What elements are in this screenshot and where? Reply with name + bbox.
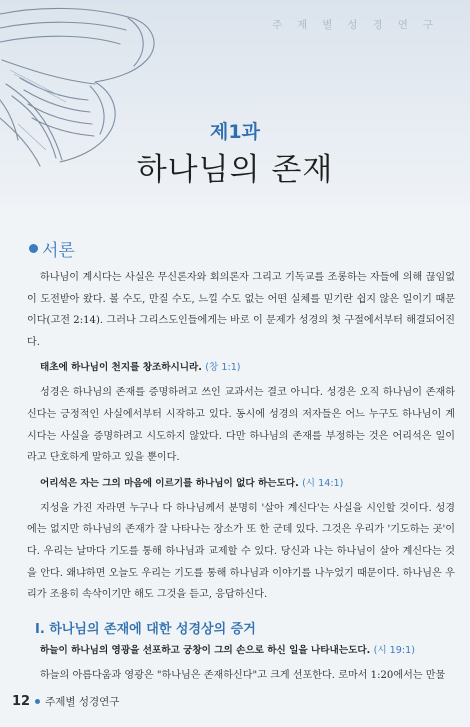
intro-paragraph-2: 성경은 하나님의 존재를 증명하려고 쓰인 교과서는 결코 아니다. 성경은 오직 하나님이 존재하신다는 긍정적인 사실에서부터 시작하고 있다. 동시에 성경의 저자들은 어느 누구도 하나님이 계시다는 사실을 증명하려고 시도하지 않았다. 다만 하나님의 존재를 부정하는 것은 어리석은 일이라고 단호하게 말하고 있을 뿐이다. bbox=[27, 387, 455, 464]
verse-reference: (창 1:1) bbox=[205, 362, 241, 374]
verse-quote-2 bbox=[27, 473, 455, 494]
verse-text: 어리석은 자는 그의 마음에 이르기를 하나님이 없다 하는도다. bbox=[40, 477, 299, 489]
main-content bbox=[27, 236, 455, 690]
intro-heading bbox=[27, 236, 455, 261]
page-number: 12 bbox=[12, 694, 31, 709]
verse-reference: (시 19:1) bbox=[373, 644, 415, 656]
verse-quote-3 bbox=[27, 640, 455, 661]
running-head: 주제별성경연구 bbox=[271, 19, 448, 31]
section-1-paragraph-1: 하늘의 아름다움과 영광은 "하나님은 존재하신다"고 크게 선포한다. 로마서 1:20에서는 만물 bbox=[40, 669, 446, 681]
lesson-title: 하나님의 존재 bbox=[136, 152, 334, 188]
intro-paragraph-1: 하나님이 계시다는 사실은 무신론자와 회의론자 그리고 기독교를 조롱하는 자들에 의해 끊임없이 도전받아 왔다. 볼 수도, 만질 수도, 느낄 수도 없는 어떤 실체를 믿기란 쉽지 않은 일이기 때문이다(고전 2:14). 그러나 그리스도인들에게는 바로 이 문제가 성경의 첫 구절에서부터 해결되어진다. bbox=[27, 272, 455, 348]
section-1-heading: I. 하나님의 존재에 대한 성경상의 증거 bbox=[35, 621, 256, 637]
footer-bullet-icon bbox=[35, 699, 40, 704]
intro-heading-text: 서론 bbox=[42, 241, 75, 261]
lesson-number: 제1과 bbox=[210, 121, 260, 143]
page-footer bbox=[12, 694, 119, 709]
intro-paragraph-3: 지성을 가진 자라면 누구나 다 하나님께서 분명히 '살아 계신다'는 사실을 시인할 것이다. 성경에는 없지만 하나님의 존재가 잘 나타나는 장소가 또 한 군데 있다. 그것은 우리가 '기도하는 곳'이다. 우리는 날마다 기도를 통해 하나님과 교제할 수 있다. 당신과 나는 하나님이 살아 계신다는 것을 안다. 왜냐하면 오늘도 우리는 기도를 통해 하나님과 이야기를 나누었기 때문이다. 하나님은 우리가 조용히 속삭이기만 해도 그것을 듣고, 응답하신다. bbox=[27, 502, 455, 601]
verse-reference: (시 14:1) bbox=[302, 477, 344, 489]
verse-text: 태초에 하나님이 천지를 창조하시니라. bbox=[40, 362, 202, 374]
footer-book-title: 주제별 성경연구 bbox=[45, 696, 120, 708]
verse-quote-1 bbox=[27, 357, 455, 378]
bullet-icon bbox=[29, 244, 38, 253]
verse-text: 하늘이 하나님의 영광을 선포하고 궁창이 그의 손으로 하신 일을 나타내는도다. bbox=[40, 644, 371, 656]
